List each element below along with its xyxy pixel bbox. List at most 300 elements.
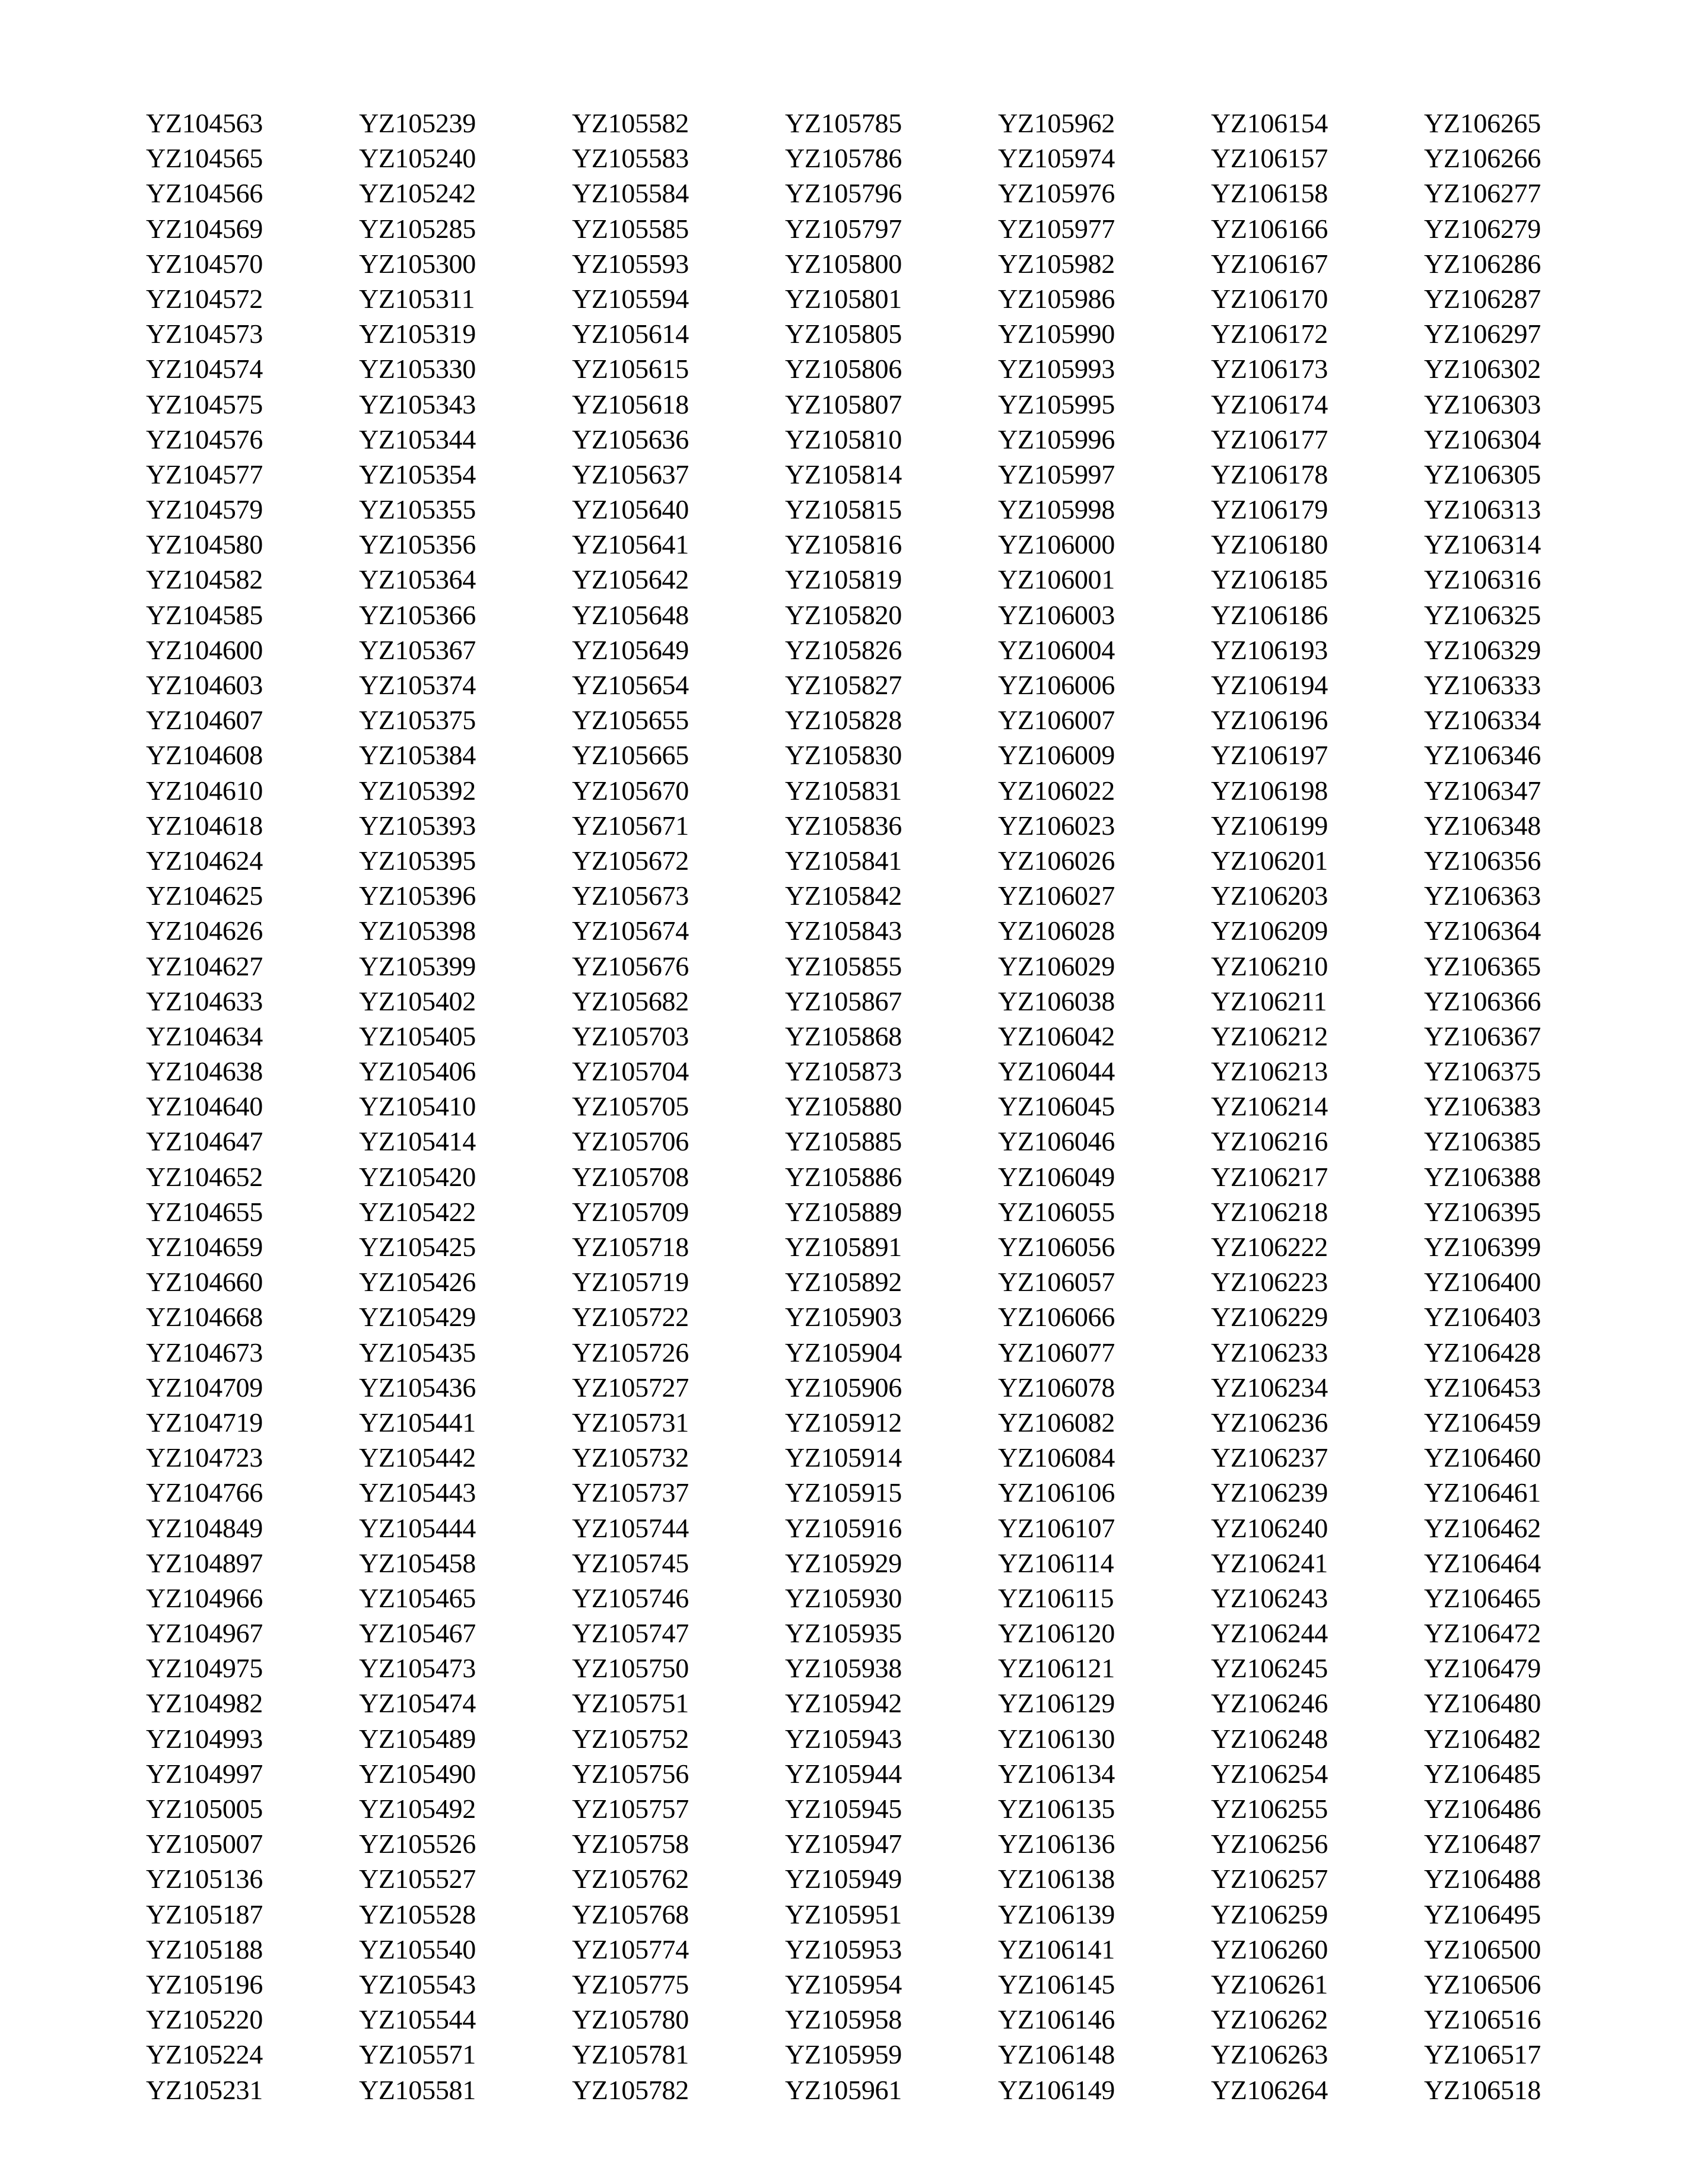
identifier-cell: YZ106130 xyxy=(998,1723,1115,1754)
identifier-cell: YZ106313 xyxy=(1424,494,1541,525)
identifier-cell: YZ105671 xyxy=(572,810,689,841)
identifier-cell: YZ106303 xyxy=(1424,389,1541,419)
identifier-cell: YZ105465 xyxy=(359,1582,476,1613)
identifier-cell: YZ106516 xyxy=(1424,2004,1541,2035)
identifier-cell: YZ105366 xyxy=(359,599,476,630)
identifier-cell: YZ106066 xyxy=(998,1302,1115,1333)
identifier-cell: YZ105951 xyxy=(785,1899,902,1929)
identifier-cell: YZ105582 xyxy=(572,108,689,138)
identifier-cell: YZ105354 xyxy=(359,459,476,489)
identifier-cell: YZ105868 xyxy=(785,1021,902,1051)
identifier-cell: YZ104660 xyxy=(146,1267,263,1298)
identifier-cell: YZ106334 xyxy=(1424,705,1541,736)
identifier-cell: YZ105406 xyxy=(359,1056,476,1087)
identifier-cell: YZ104608 xyxy=(146,740,263,771)
identifier-cell: YZ105929 xyxy=(785,1547,902,1578)
identifier-cell: YZ106154 xyxy=(1211,108,1328,138)
identifier-cell: YZ106488 xyxy=(1424,1864,1541,1894)
identifier-cell: YZ105842 xyxy=(785,880,902,911)
identifier-cell: YZ105819 xyxy=(785,564,902,595)
identifier-cell: YZ104569 xyxy=(146,213,263,244)
identifier-cell: YZ105654 xyxy=(572,670,689,700)
identifier-cell: YZ106428 xyxy=(1424,1337,1541,1368)
identifier-cell: YZ105867 xyxy=(785,985,902,1016)
identifier-cell: YZ104993 xyxy=(146,1723,263,1754)
identifier-cell: YZ105827 xyxy=(785,670,902,700)
identifier-cell: YZ105826 xyxy=(785,634,902,665)
identifier-cell: YZ106138 xyxy=(998,1864,1115,1894)
identifier-cell: YZ104638 xyxy=(146,1056,263,1087)
identifier-cell: YZ106141 xyxy=(998,1934,1115,1964)
identifier-cell: YZ105949 xyxy=(785,1864,902,1894)
identifier-cell: YZ105961 xyxy=(785,2074,902,2105)
identifier-cell: YZ106172 xyxy=(1211,319,1328,349)
identifier-cell: YZ105831 xyxy=(785,775,902,806)
identifier-cell: YZ104570 xyxy=(146,248,263,279)
identifier-cell: YZ105585 xyxy=(572,213,689,244)
identifier-cell: YZ106029 xyxy=(998,950,1115,981)
identifier-cell: YZ106055 xyxy=(998,1196,1115,1227)
identifier-cell: YZ105751 xyxy=(572,1688,689,1719)
identifier-cell: YZ106495 xyxy=(1424,1899,1541,1929)
identifier-cell: YZ105640 xyxy=(572,494,689,525)
identifier-cell: YZ105810 xyxy=(785,424,902,454)
identifier-cell: YZ105344 xyxy=(359,424,476,454)
identifier-cell: YZ105996 xyxy=(998,424,1115,454)
identifier-cell: YZ105746 xyxy=(572,1582,689,1613)
identifier-cell: YZ106325 xyxy=(1424,599,1541,630)
identifier-cell: YZ106173 xyxy=(1211,354,1328,384)
identifier-cell: YZ105399 xyxy=(359,950,476,981)
identifier-cell: YZ105806 xyxy=(785,354,902,384)
identifier-cell: YZ106212 xyxy=(1211,1021,1328,1051)
identifier-cell: YZ106236 xyxy=(1211,1407,1328,1438)
identifier-cell: YZ105916 xyxy=(785,1512,902,1543)
identifier-cell: YZ105993 xyxy=(998,354,1115,384)
identifier-cell: YZ106139 xyxy=(998,1899,1115,1929)
identifier-cell: YZ105718 xyxy=(572,1232,689,1262)
identifier-cell: YZ104603 xyxy=(146,670,263,700)
identifier-cell: YZ105892 xyxy=(785,1267,902,1298)
identifier-cell: YZ105425 xyxy=(359,1232,476,1262)
identifier-cell: YZ105904 xyxy=(785,1337,902,1368)
identifier-cell: YZ106356 xyxy=(1424,845,1541,876)
identifier-cell: YZ106028 xyxy=(998,915,1115,946)
identifier-cell: YZ105801 xyxy=(785,283,902,314)
identifier-cell: YZ105873 xyxy=(785,1056,902,1087)
identifier-cell: YZ106388 xyxy=(1424,1161,1541,1192)
identifier-cell: YZ105962 xyxy=(998,108,1115,138)
identifier-cell: YZ106453 xyxy=(1424,1372,1541,1403)
identifier-cell: YZ104582 xyxy=(146,564,263,595)
identifier-cell: YZ105396 xyxy=(359,880,476,911)
identifier-cell: YZ106134 xyxy=(998,1758,1115,1789)
identifier-cell: YZ105976 xyxy=(998,178,1115,209)
identifier-cell: YZ106486 xyxy=(1424,1794,1541,1824)
identifier-cell: YZ105782 xyxy=(572,2074,689,2105)
identifier-cell: YZ106462 xyxy=(1424,1512,1541,1543)
identifier-cell: YZ106482 xyxy=(1424,1723,1541,1754)
identifier-cell: YZ106304 xyxy=(1424,424,1541,454)
identifier-cell: YZ104577 xyxy=(146,459,263,489)
identifier-cell: YZ106194 xyxy=(1211,670,1328,700)
identifier-cell: YZ106009 xyxy=(998,740,1115,771)
identifier-cell: YZ104626 xyxy=(146,915,263,946)
identifier-cell: YZ106302 xyxy=(1424,354,1541,384)
identifier-cell: YZ105944 xyxy=(785,1758,902,1789)
identifier-cell: YZ106363 xyxy=(1424,880,1541,911)
identifier-cell: YZ106239 xyxy=(1211,1477,1328,1508)
identifier-cell: YZ104579 xyxy=(146,494,263,525)
identifier-cell: YZ106348 xyxy=(1424,810,1541,841)
identifier-cell: YZ105672 xyxy=(572,845,689,876)
identifier-cell: YZ106145 xyxy=(998,1969,1115,1999)
identifier-cell: YZ105986 xyxy=(998,283,1115,314)
identifier-cell: YZ105196 xyxy=(146,1969,263,1999)
identifier-cell: YZ106233 xyxy=(1211,1337,1328,1368)
identifier-cell: YZ105703 xyxy=(572,1021,689,1051)
identifier-cell: YZ105581 xyxy=(359,2074,476,2105)
identifier-cell: YZ104982 xyxy=(146,1688,263,1719)
identifier-cell: YZ105958 xyxy=(785,2004,902,2035)
identifier-cell: YZ105398 xyxy=(359,915,476,946)
identifier-cell: YZ105636 xyxy=(572,424,689,454)
identifier-cell: YZ104652 xyxy=(146,1161,263,1192)
identifier-cell: YZ106157 xyxy=(1211,143,1328,174)
identifier-cell: YZ106261 xyxy=(1211,1969,1328,1999)
identifier-cell: YZ104572 xyxy=(146,283,263,314)
identifier-cell: YZ106179 xyxy=(1211,494,1328,525)
identifier-cell: YZ105443 xyxy=(359,1477,476,1508)
identifier-cell: YZ105637 xyxy=(572,459,689,489)
identifier-cell: YZ105757 xyxy=(572,1794,689,1824)
identifier-cell: YZ106022 xyxy=(998,775,1115,806)
identifier-cell: YZ105649 xyxy=(572,634,689,665)
identifier-cell: YZ106459 xyxy=(1424,1407,1541,1438)
identifier-cell: YZ105815 xyxy=(785,494,902,525)
identifier-cell: YZ106049 xyxy=(998,1161,1115,1192)
identifier-cell: YZ105442 xyxy=(359,1442,476,1473)
identifier-cell: YZ105615 xyxy=(572,354,689,384)
identifier-cell: YZ104563 xyxy=(146,108,263,138)
identifier-cell: YZ105841 xyxy=(785,845,902,876)
identifier-cell: YZ105732 xyxy=(572,1442,689,1473)
identifier-cell: YZ104627 xyxy=(146,950,263,981)
identifier-cell: YZ106042 xyxy=(998,1021,1115,1051)
identifier-cell: YZ106385 xyxy=(1424,1126,1541,1157)
identifier-cell: YZ105737 xyxy=(572,1477,689,1508)
identifier-cell: YZ105747 xyxy=(572,1618,689,1649)
identifier-cell: YZ106045 xyxy=(998,1091,1115,1122)
identifier-cell: YZ104607 xyxy=(146,705,263,736)
identifier-cell: YZ106403 xyxy=(1424,1302,1541,1333)
identifier-cell: YZ105402 xyxy=(359,985,476,1016)
identifier-cell: YZ104633 xyxy=(146,985,263,1016)
identifier-cell: YZ105527 xyxy=(359,1864,476,1894)
identifier-cell: YZ105912 xyxy=(785,1407,902,1438)
identifier-cell: YZ105231 xyxy=(146,2074,263,2105)
identifier-cell: YZ104625 xyxy=(146,880,263,911)
identifier-cell: YZ104897 xyxy=(146,1547,263,1578)
identifier-cell: YZ106004 xyxy=(998,634,1115,665)
identifier-cell: YZ105828 xyxy=(785,705,902,736)
identifier-cell: YZ106347 xyxy=(1424,775,1541,806)
identifier-cell: YZ105492 xyxy=(359,1794,476,1824)
identifier-cell: YZ105830 xyxy=(785,740,902,771)
identifier-cell: YZ105355 xyxy=(359,494,476,525)
identifier-cell: YZ106003 xyxy=(998,599,1115,630)
identifier-cell: YZ106186 xyxy=(1211,599,1328,630)
identifier-cell: YZ106223 xyxy=(1211,1267,1328,1298)
identifier-cell: YZ105947 xyxy=(785,1829,902,1859)
identifier-cell: YZ106264 xyxy=(1211,2074,1328,2105)
identifier-cell: YZ106170 xyxy=(1211,283,1328,314)
identifier-cell: YZ105990 xyxy=(998,319,1115,349)
identifier-cell: YZ105915 xyxy=(785,1477,902,1508)
identifier-cell: YZ105676 xyxy=(572,950,689,981)
identifier-cell: YZ105618 xyxy=(572,389,689,419)
identifier-cell: YZ106260 xyxy=(1211,1934,1328,1964)
identifier-cell: YZ105422 xyxy=(359,1196,476,1227)
identifier-cell: YZ106210 xyxy=(1211,950,1328,981)
identifier-cell: YZ106234 xyxy=(1211,1372,1328,1403)
identifier-cell: YZ106518 xyxy=(1424,2074,1541,2105)
identifier-cell: YZ105300 xyxy=(359,248,476,279)
identifier-cell: YZ106257 xyxy=(1211,1864,1328,1894)
identifier-column-1 xyxy=(146,106,359,2107)
identifier-cell: YZ105998 xyxy=(998,494,1115,525)
identifier-cell: YZ105665 xyxy=(572,740,689,771)
identifier-cell: YZ104640 xyxy=(146,1091,263,1122)
identifier-cell: YZ105750 xyxy=(572,1653,689,1684)
identifier-cell: YZ105953 xyxy=(785,1934,902,1964)
identifier-cell: YZ105935 xyxy=(785,1618,902,1649)
identifier-cell: YZ106136 xyxy=(998,1829,1115,1859)
identifier-cell: YZ105673 xyxy=(572,880,689,911)
identifier-cell: YZ105242 xyxy=(359,178,476,209)
identifier-cell: YZ105775 xyxy=(572,1969,689,1999)
identifier-cell: YZ106314 xyxy=(1424,529,1541,560)
identifier-cell: YZ106129 xyxy=(998,1688,1115,1719)
identifier-cell: YZ105974 xyxy=(998,143,1115,174)
identifier-cell: YZ106198 xyxy=(1211,775,1328,806)
identifier-cell: YZ106000 xyxy=(998,529,1115,560)
identifier-cell: YZ105674 xyxy=(572,915,689,946)
identifier-cell: YZ106472 xyxy=(1424,1618,1541,1649)
identifier-cell: YZ104610 xyxy=(146,775,263,806)
identifier-cell: YZ104600 xyxy=(146,634,263,665)
identifier-cell: YZ105977 xyxy=(998,213,1115,244)
identifier-cell: YZ106259 xyxy=(1211,1899,1328,1929)
identifier-cell: YZ105745 xyxy=(572,1547,689,1578)
identifier-cell: YZ106120 xyxy=(998,1618,1115,1649)
identifier-cell: YZ105762 xyxy=(572,1864,689,1894)
identifier-cell: YZ105768 xyxy=(572,1899,689,1929)
identifier-cell: YZ105820 xyxy=(785,599,902,630)
identifier-cell: YZ105885 xyxy=(785,1126,902,1157)
identifier-cell: YZ104719 xyxy=(146,1407,263,1438)
identifier-cell: YZ105224 xyxy=(146,2039,263,2070)
identifier-cell: YZ106485 xyxy=(1424,1758,1541,1789)
identifier-cell: YZ104967 xyxy=(146,1618,263,1649)
identifier-cell: YZ106177 xyxy=(1211,424,1328,454)
identifier-cell: YZ106078 xyxy=(998,1372,1115,1403)
identifier-cell: YZ105240 xyxy=(359,143,476,174)
identifier-cell: YZ105744 xyxy=(572,1512,689,1543)
identifier-cell: YZ105444 xyxy=(359,1512,476,1543)
identifier-cell: YZ104966 xyxy=(146,1582,263,1613)
identifier-cell: YZ105942 xyxy=(785,1688,902,1719)
identifier-cell: YZ105704 xyxy=(572,1056,689,1087)
identifier-cell: YZ105543 xyxy=(359,1969,476,1999)
identifier-cell: YZ106366 xyxy=(1424,985,1541,1016)
identifier-cell: YZ106056 xyxy=(998,1232,1115,1262)
identifier-cell: YZ106256 xyxy=(1211,1829,1328,1859)
identifier-cell: YZ106216 xyxy=(1211,1126,1328,1157)
identifier-cell: YZ104618 xyxy=(146,810,263,841)
identifier-cell: YZ104673 xyxy=(146,1337,263,1368)
identifier-cell: YZ106214 xyxy=(1211,1091,1328,1122)
identifier-cell: YZ105797 xyxy=(785,213,902,244)
identifier-cell: YZ104709 xyxy=(146,1372,263,1403)
identifier-cell: YZ105945 xyxy=(785,1794,902,1824)
identifier-cell: YZ105414 xyxy=(359,1126,476,1157)
identifier-cell: YZ105705 xyxy=(572,1091,689,1122)
identifier-cell: YZ105670 xyxy=(572,775,689,806)
identifier-cell: YZ106237 xyxy=(1211,1442,1328,1473)
identifier-cell: YZ106500 xyxy=(1424,1934,1541,1964)
identifier-cell: YZ104849 xyxy=(146,1512,263,1543)
identifier-cell: YZ106286 xyxy=(1424,248,1541,279)
identifier-cell: YZ105706 xyxy=(572,1126,689,1157)
identifier-cell: YZ106305 xyxy=(1424,459,1541,489)
identifier-cell: YZ106254 xyxy=(1211,1758,1328,1789)
identifier-cell: YZ106166 xyxy=(1211,213,1328,244)
identifier-cell: YZ105395 xyxy=(359,845,476,876)
identifier-cell: YZ105007 xyxy=(146,1829,263,1859)
identifier-cell: YZ106464 xyxy=(1424,1547,1541,1578)
identifier-cell: YZ105796 xyxy=(785,178,902,209)
identifier-cell: YZ105708 xyxy=(572,1161,689,1192)
identifier-cell: YZ106046 xyxy=(998,1126,1115,1157)
identifier-cell: YZ106346 xyxy=(1424,740,1541,771)
identifier-cell: YZ105474 xyxy=(359,1688,476,1719)
identifier-cell: YZ105343 xyxy=(359,389,476,419)
identifier-cell: YZ105855 xyxy=(785,950,902,981)
identifier-cell: YZ105758 xyxy=(572,1829,689,1859)
identifier-cell: YZ105330 xyxy=(359,354,476,384)
identifier-cell: YZ105997 xyxy=(998,459,1115,489)
identifier-cell: YZ104975 xyxy=(146,1653,263,1684)
identifier-cell: YZ105709 xyxy=(572,1196,689,1227)
identifier-cell: YZ105774 xyxy=(572,1934,689,1964)
identifier-cell: YZ105891 xyxy=(785,1232,902,1262)
identifier-cell: YZ105364 xyxy=(359,564,476,595)
identifier-cell: YZ106196 xyxy=(1211,705,1328,736)
identifier-cell: YZ105719 xyxy=(572,1267,689,1298)
identifier-cell: YZ106266 xyxy=(1424,143,1541,174)
identifier-cell: YZ106333 xyxy=(1424,670,1541,700)
identifier-cell: YZ105458 xyxy=(359,1547,476,1578)
identifier-cell: YZ106007 xyxy=(998,705,1115,736)
identifier-cell: YZ105005 xyxy=(146,1794,263,1824)
identifier-cell: YZ104574 xyxy=(146,354,263,384)
identifier-cell: YZ105731 xyxy=(572,1407,689,1438)
identifier-cell: YZ105319 xyxy=(359,319,476,349)
identifier-cell: YZ106375 xyxy=(1424,1056,1541,1087)
identifier-cell: YZ106316 xyxy=(1424,564,1541,595)
identifier-cell: YZ105880 xyxy=(785,1091,902,1122)
identifier-cell: YZ106135 xyxy=(998,1794,1115,1824)
identifier-cell: YZ106001 xyxy=(998,564,1115,595)
identifier-cell: YZ106487 xyxy=(1424,1829,1541,1859)
identifier-cell: YZ105526 xyxy=(359,1829,476,1859)
identifier-cell: YZ105814 xyxy=(785,459,902,489)
identifier-cell: YZ106057 xyxy=(998,1267,1115,1298)
identifier-cell: YZ104668 xyxy=(146,1302,263,1333)
identifier-cell: YZ106218 xyxy=(1211,1196,1328,1227)
identifier-cell: YZ105410 xyxy=(359,1091,476,1122)
identifier-cell: YZ104573 xyxy=(146,319,263,349)
identifier-cell: YZ106180 xyxy=(1211,529,1328,560)
identifier-cell: YZ105756 xyxy=(572,1758,689,1789)
identifier-cell: YZ105836 xyxy=(785,810,902,841)
identifier-cell: YZ106197 xyxy=(1211,740,1328,771)
identifier-cell: YZ106106 xyxy=(998,1477,1115,1508)
identifier-cell: YZ106400 xyxy=(1424,1267,1541,1298)
identifier-cell: YZ105188 xyxy=(146,1934,263,1964)
identifier-cell: YZ104575 xyxy=(146,389,263,419)
identifier-cell: YZ106023 xyxy=(998,810,1115,841)
identifier-cell: YZ105914 xyxy=(785,1442,902,1473)
identifier-cell: YZ105441 xyxy=(359,1407,476,1438)
identifier-cell: YZ106395 xyxy=(1424,1196,1541,1227)
identifier-cell: YZ104565 xyxy=(146,143,263,174)
identifier-cell: YZ104566 xyxy=(146,178,263,209)
identifier-cell: YZ105544 xyxy=(359,2004,476,2035)
identifier-cell: YZ106211 xyxy=(1211,985,1327,1016)
identifier-cell: YZ105930 xyxy=(785,1582,902,1613)
identifier-cell: YZ105614 xyxy=(572,319,689,349)
identifier-cell: YZ106027 xyxy=(998,880,1115,911)
identifier-cell: YZ106329 xyxy=(1424,634,1541,665)
identifier-cell: YZ104997 xyxy=(146,1758,263,1789)
identifier-cell: YZ106246 xyxy=(1211,1688,1328,1719)
identifier-cell: YZ106185 xyxy=(1211,564,1328,595)
identifier-cell: YZ104647 xyxy=(146,1126,263,1157)
identifier-cell: YZ105903 xyxy=(785,1302,902,1333)
identifier-cell: YZ106364 xyxy=(1424,915,1541,946)
identifier-cell: YZ104766 xyxy=(146,1477,263,1508)
identifier-cell: YZ105239 xyxy=(359,108,476,138)
identifier-cell: YZ105726 xyxy=(572,1337,689,1368)
identifier-cell: YZ106217 xyxy=(1211,1161,1328,1192)
identifier-cell: YZ105982 xyxy=(998,248,1115,279)
identifier-cell: YZ105781 xyxy=(572,2039,689,2070)
identifier-cell: YZ106365 xyxy=(1424,950,1541,981)
identifier-cell: YZ105136 xyxy=(146,1864,263,1894)
identifier-cell: YZ105800 xyxy=(785,248,902,279)
identifier-cell: YZ105594 xyxy=(572,283,689,314)
identifier-cell: YZ106255 xyxy=(1211,1794,1328,1824)
identifier-cell: YZ105805 xyxy=(785,319,902,349)
identifier-cell: YZ105954 xyxy=(785,1969,902,1999)
identifier-column-5 xyxy=(998,106,1211,2107)
identifier-cell: YZ106383 xyxy=(1424,1091,1541,1122)
identifier-cell: YZ105886 xyxy=(785,1161,902,1192)
identifier-cell: YZ105540 xyxy=(359,1934,476,1964)
identifier-cell: YZ106149 xyxy=(998,2074,1115,2105)
